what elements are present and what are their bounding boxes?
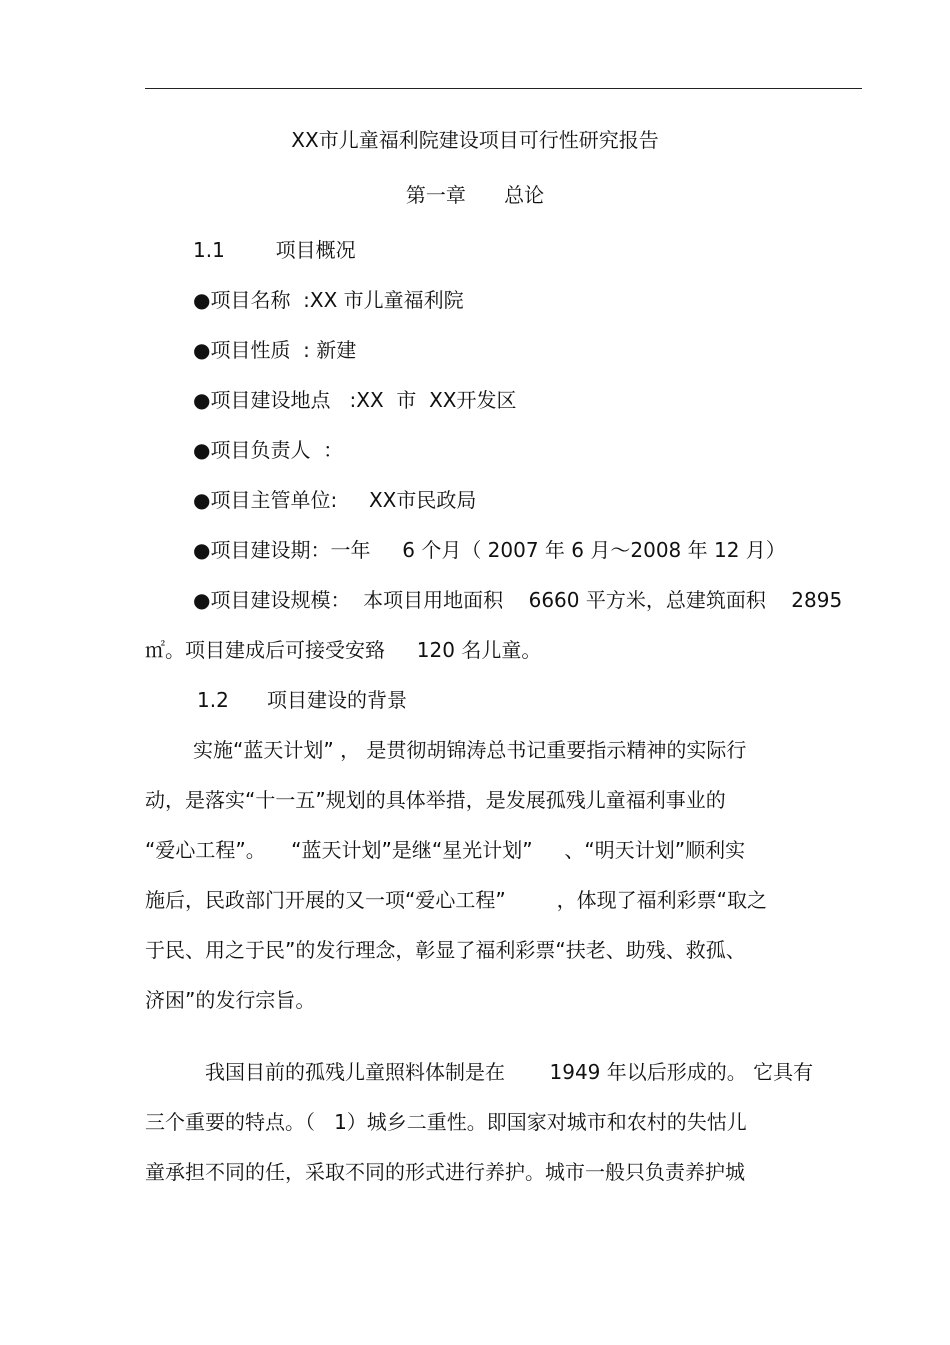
project-scale-continuation: ㎡。项目建成后可接受安臵 120 名儿童。 (145, 638, 542, 662)
header-rule (145, 88, 862, 89)
bullet-project-scale: ●项目建设规模： 本项目用地面积 6660 平方米，总建筑面积 2895 (193, 588, 843, 612)
paragraph-line: 三个重要的特点。（ 1）城乡二重性。即国家对城市和农村的失怙儿 (145, 1110, 747, 1134)
section-heading-1-1: 1.1 项目概况 (193, 238, 356, 262)
paragraph-line: 于民、用之于民”的发行理念，彰显了福利彩票“扶老、助残、救孤、 (145, 938, 746, 962)
paragraph-line: 我国目前的孤残儿童照料体制是在 1949 年以后形成的。 它具有 (205, 1060, 814, 1084)
paragraph-line: 童承担不同的任，采取不同的形式进行养护。城市一般只负责养护城 (145, 1160, 745, 1184)
paragraph-line: 济困”的发行宗旨。 (145, 988, 316, 1012)
section-heading-1-2: 1.2 项目建设的背景 (197, 688, 407, 712)
paragraph-line: “爱心工程”。 “蓝天计划”是继“星光计划” 、“明天计划”顺利实 (145, 838, 746, 862)
bullet-project-name: ●项目名称 :XX 市儿童福利院 (193, 288, 464, 312)
bullet-project-authority: ●项目主管单位: XX市民政局 (193, 488, 477, 512)
bullet-project-period: ●项目建设期：一年 6 个月（ 2007 年 6 月～2008 年 12 月） (193, 538, 786, 562)
paragraph-line: 施后，民政部门开展的又一项“爱心工程” ，体现了福利彩票“取之 (145, 888, 767, 912)
paragraph-line: 动，是落实“十一五”规划的具体举措，是发展孤残儿童福利事业的 (145, 788, 726, 812)
bullet-project-nature: ●项目性质 : 新建 (193, 338, 357, 362)
document-title: XX市儿童福利院建设项目可行性研究报告 (291, 128, 659, 152)
bullet-project-leader: ●项目负责人 ： (193, 438, 344, 462)
chapter-heading: 第一章 总论 (405, 183, 545, 207)
paragraph-line: 实施“蓝天计划” ， 是贯彻胡锦涛总书记重要指示精神的实际行 (193, 738, 747, 762)
bullet-project-location: ●项目建设地点 :XX 市 XX开发区 (193, 388, 517, 412)
